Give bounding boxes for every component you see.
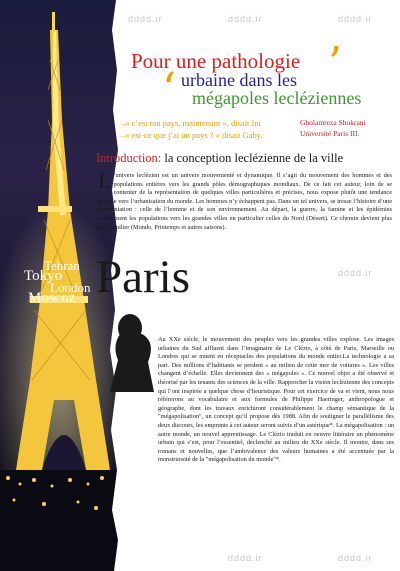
city-tokyo: Tokyo [24, 268, 63, 284]
epigraph-line-1: –« c’est ton pays, maintenant », disait Ini [121, 118, 261, 128]
paris-heading: Paris [96, 251, 190, 303]
city-moscoz: Moscoz [28, 290, 76, 306]
watermark: dddd.ir [338, 553, 373, 563]
title-line-3: mégapoles lecléziennes [192, 88, 362, 108]
city-tehran: Tehran [44, 258, 80, 273]
drop-cap: L [98, 168, 112, 193]
epigraph-line-2: –« est-ce que j’ai un pays ? » disait Gaby. [121, 130, 263, 140]
author-affiliation: Université Paris III. [300, 129, 360, 138]
paragraph-2: Au XXe siècle, le mouvement des peuples vers les grandes villes explose. Les images urbaines du Sud affluent dans l’imaginaire de Le Clézio, à côté de Paris, Marseille ou Londres qui se muent en réceptacles des populations du monde entier.La technologie a sa part. Des millions d’habitants se perdent « au milieu de cette mer de voitures ». Les villes changent d’échelle. Elles deviennent des « mégapoles ». Ce nouvel objet a été observé et théorisé par les tenants des sciences de la ville. Rapprocher la vision leclézienne des concepts qui l’ont inspirée a quelque chose d’heuristique. Pour cet exercice de va et vient, nous nous référerons au vocabulaire et aux formules de Philippe Haeringer, anthropologue et géographe, dont les travaux enrichiront considérablement le champ sémantique de la "mégapolisation", un concept qu’il propose dès 1988. Afin de souligner le parallélisme des deux discours, les emprunts à cet auteur seront suivis d’un astérique*. La mégapolisation : un autre monde, un nouvel apprentissage. Le Clézio traduit en oeuvre littéraire un phénomène urbain qui s’est, pour l’essentiel, déclenché au milieu du XXe siècle. Il montre, dans ses romans et nouvelles, que l’ambivalence des valeurs humaines a été accentuée par la monstruosité de la "mégapolisation du monde"*. [158, 336, 394, 464]
watermark: dddd.ir [228, 14, 263, 24]
section-heading [96, 151, 343, 166]
open-quote-mark: ‘ [162, 64, 176, 115]
close-quote-mark: ’ [328, 38, 342, 89]
title-line-2: urbaine dans les [181, 70, 297, 90]
section-heading-text: la conception leclézienne de la ville [161, 151, 344, 165]
paragraph-1 [98, 168, 392, 232]
author-name: Gholamreza Shokrani [300, 118, 366, 127]
section-heading-label: Introduction: [96, 151, 162, 165]
watermark: dddd.ir [128, 14, 163, 24]
watermark: dddd.ir [338, 14, 373, 24]
paragraph-1-text: ’univers leclézien est un univers mouvementé et dynamique. Il s’agit du mouvement des hommes et des populations entières vers les grands pôles démographiques mondiaux. De ce fait cet auteur, loin de se contenter de la représentation de quelques villes particulières et précises, nous expose plutôt une tendance globale vers l’urbanisation du monde. Les hommes n’y échappent pas. Dans un tel univers, se tresse l’histoire d’une confrontation : celle de l’homme et de son environnement. Au départ, la guerre, la famine et les épidémies acheminent les populations vers les grandes villes en particulier celles du Nord (Désert). Ce chemin devient plus tard familier (Mondo, Printemps et autres saisons). [98, 172, 392, 231]
thinker-silhouette [104, 312, 160, 392]
watermark: dddd.ir [228, 553, 263, 563]
city-london: London [50, 280, 91, 295]
watermark: dddd.ir [338, 268, 373, 278]
title-line-1: Pour une pathologie [131, 49, 301, 73]
